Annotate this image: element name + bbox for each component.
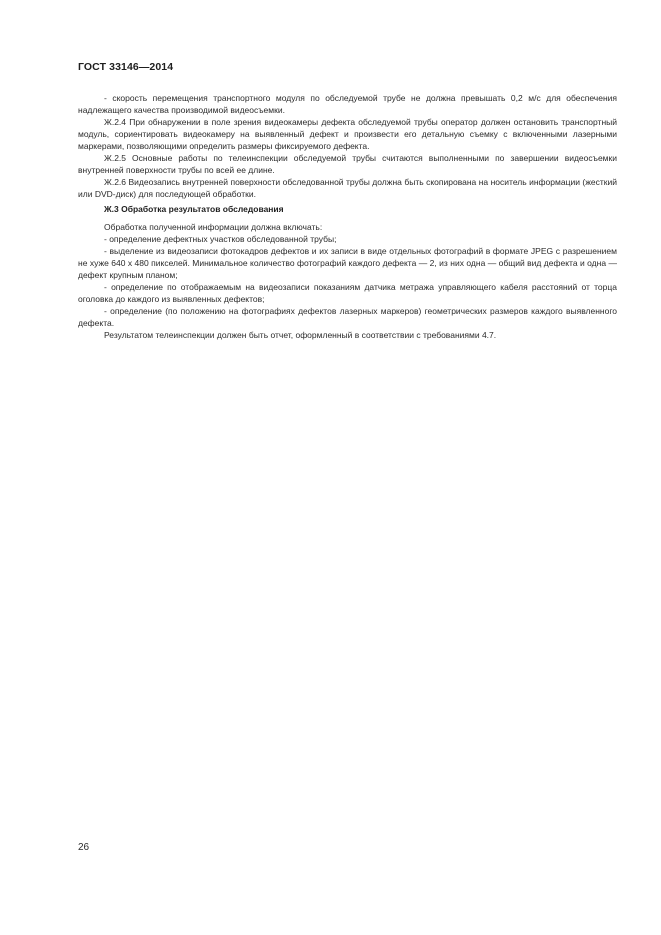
list-item-geometric-sizes: - определение (по положению на фотографиях дефектов лазерных маркеров) геометрических размеров каждого выявленного дефекта.: [78, 306, 617, 328]
section-heading-zh-3: Ж.3 Обработка результатов обследования: [104, 204, 284, 214]
list-item-photo-extraction: - выделение из видеозаписи фотокадров дефектов и их записи в виде отдельных фотографий в формате JPEG с разрешением не хуже 640 х 480 пикселей. Минимальное количество фотографий каждого дефекта — 2, из них одна — общий вид дефекта и одна — дефект крупным планом;: [78, 246, 617, 280]
paragraph-zh-2-6: Ж.2.6 Видеозапись внутренней поверхности обследованной трубы должна быть скопирована на носитель информации (жесткий или DVD-диск) для последующей обработки.: [78, 177, 617, 199]
list-item-distance-determination: - определение по отображаемым на видеозаписи показаниям датчика метража управляющего кабеля расстояний от торца оголовка до каждого из выявленных дефектов;: [78, 282, 617, 304]
paragraph-speed-limit: - скорость перемещения транспортного модуля по обследуемой трубе не должна превышать 0,2 м/с для обеспечения надлежащего качества производимой видеосъемки.: [78, 93, 617, 115]
standard-designation: ГОСТ 33146—2014: [78, 61, 174, 73]
page-number: 26: [78, 842, 90, 853]
document-body: [78, 92, 617, 341]
paragraph-zh-2-5: Ж.2.5 Основные работы по телеинспекции обследуемой трубы считаются выполненными по завершении видеосъемки внутренней поверхности трубы по всей ее длине.: [78, 153, 617, 175]
paragraph-processing-intro: Обработка полученной информации должна включать:: [104, 222, 323, 232]
paragraph-result-report: Результатом телеинспекции должен быть отчет, оформленный в соответствии с требованиями 4.7.: [104, 330, 497, 340]
paragraph-zh-2-4: Ж.2.4 При обнаружении в поле зрения видеокамеры дефекта обследуемой трубы оператор должен остановить транспортный модуль, сориентировать видеокамеру на выявленный дефект и произвести его детальную съемку с включенными лазерными маркерами, позволяющими определить размеры фиксируемого дефекта.: [78, 117, 617, 151]
list-item-defect-areas: - определение дефектных участков обследованной трубы;: [104, 234, 337, 244]
